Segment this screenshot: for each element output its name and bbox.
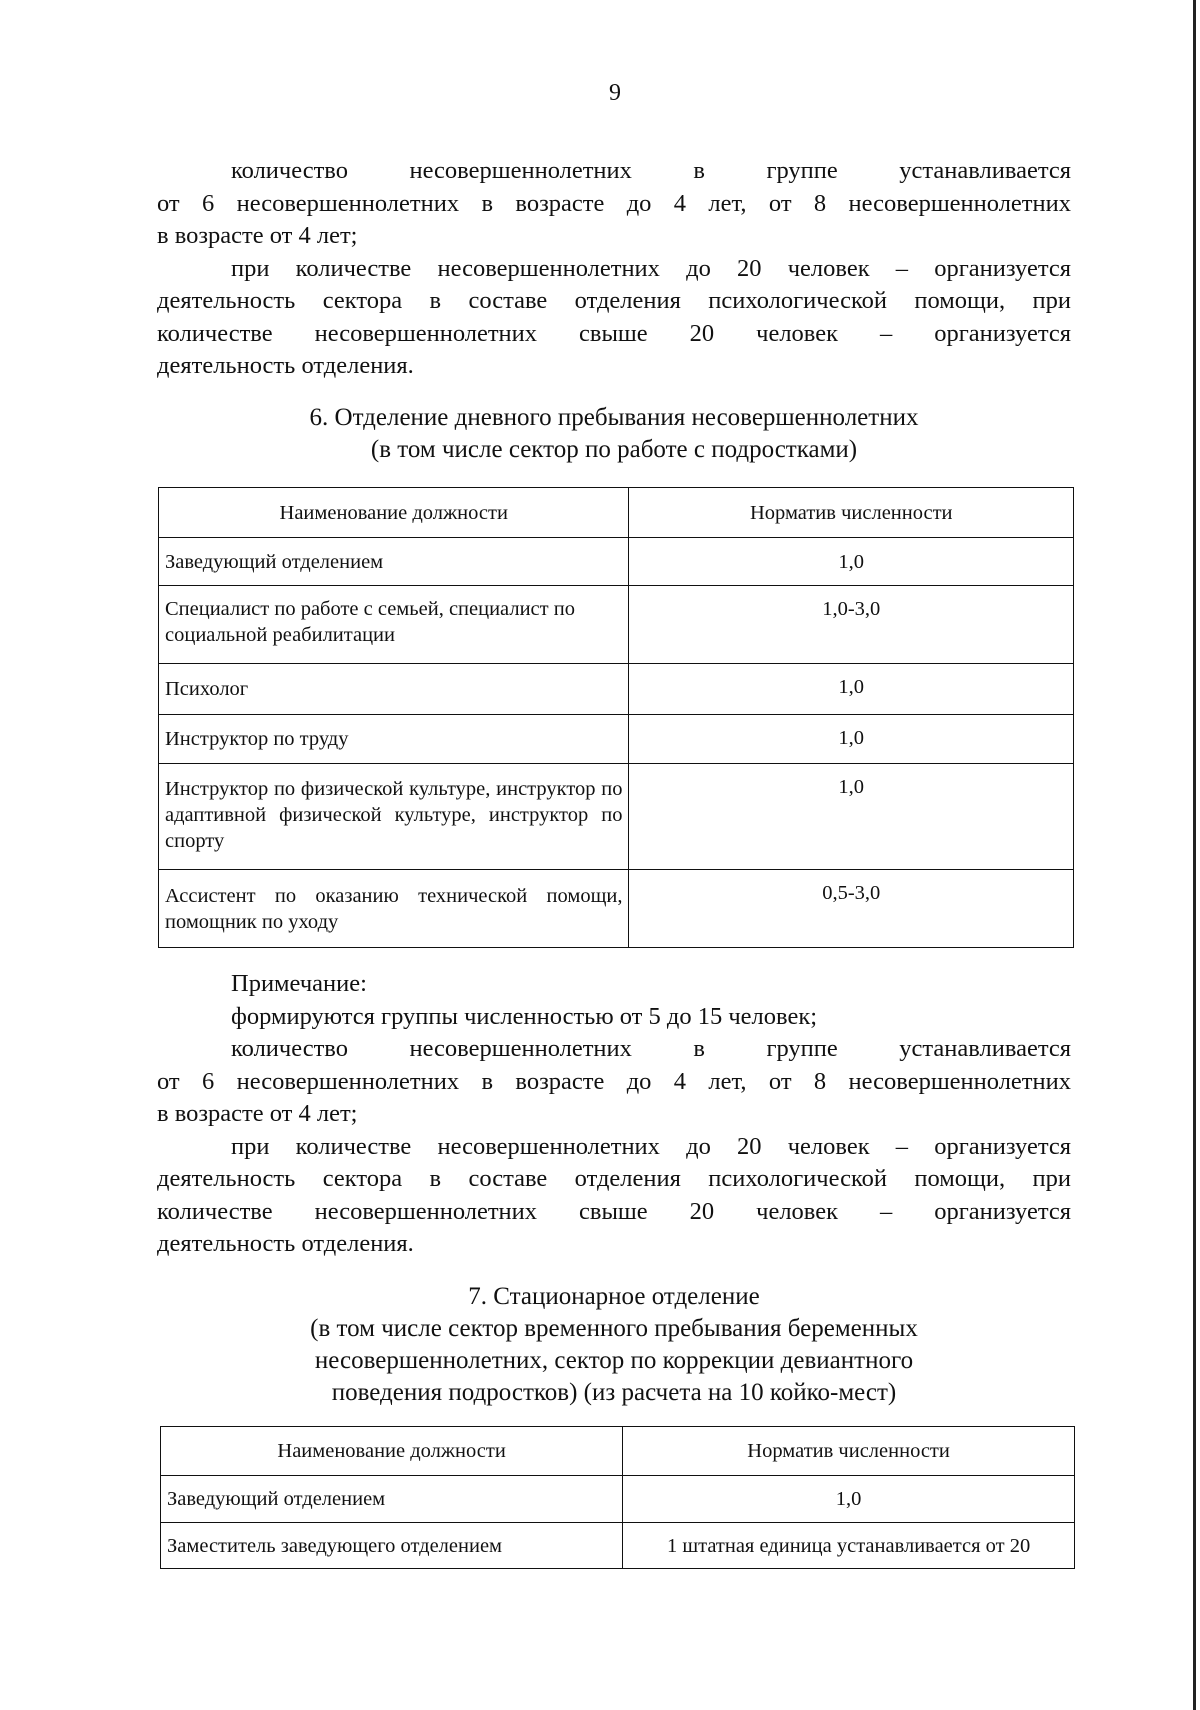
text-line: при количестве несовершеннолетних до 20 человек – организуется	[231, 1132, 1071, 1160]
column-header-norm: Норматив численности	[629, 488, 1074, 538]
section-7-title	[157, 1281, 1071, 1409]
note-paragraph-1: формируются группы численностью от 5 до 15 человек;	[231, 1002, 818, 1030]
section-title-line: (в том числе сектор временного пребывания беременных	[310, 1315, 918, 1342]
table-header-row	[161, 1427, 1075, 1476]
text-line: при количестве несовершеннолетних до 20 человек – организуется	[231, 254, 1071, 282]
table-row	[159, 764, 1074, 870]
position-cell: Ассистент по оказанию технической помощи, помощник по уходу	[159, 870, 629, 948]
column-header-position: Наименование должности	[161, 1427, 623, 1476]
text-line: количестве несовершеннолетних свыше 20 человек – организуется	[157, 319, 1071, 347]
section-title-line: несовершеннолетних, сектор по коррекции девиантного	[314, 1347, 914, 1374]
column-header-position: Наименование должности	[159, 488, 629, 538]
norm-cell: 1,0	[629, 715, 1074, 764]
norm-cell: 1,0	[623, 1476, 1075, 1523]
table-row	[161, 1476, 1075, 1523]
text-line: деятельность сектора в составе отделения психологической помощи, при	[157, 1165, 1071, 1192]
note-block	[157, 968, 1071, 1261]
section-6-table	[158, 487, 1074, 948]
section-title-line: (в том числе сектор по работе с подростками)	[370, 436, 858, 463]
note-label: Примечание:	[231, 970, 367, 997]
section-title-line: 7. Стационарное отделение	[468, 1283, 760, 1310]
top-text	[157, 155, 1071, 383]
text-line: в возрасте от 4 лет;	[157, 222, 358, 249]
section-title-line: поведения подростков) (из расчета на 10 койко-мест)	[331, 1379, 897, 1406]
norm-cell: 1 штатная единица устанавливается от 20	[623, 1523, 1075, 1569]
position-cell: Психолог	[159, 664, 629, 715]
section-7-table	[160, 1426, 1075, 1569]
table-header-row	[159, 488, 1074, 538]
section-title-line: 6. Отделение дневного пребывания несовершеннолетних	[309, 404, 919, 431]
norm-cell: 1,0	[629, 664, 1074, 715]
norm-cell: 1,0	[629, 764, 1074, 870]
text-line: от 6 несовершеннолетних в возрасте до 4 лет, от 8 несовершеннолетних	[157, 1067, 1071, 1095]
text-line: в возрасте от 4 лет;	[157, 1100, 358, 1127]
table-row	[159, 586, 1074, 664]
top-paragraph-2	[157, 253, 1071, 383]
table-row	[159, 538, 1074, 586]
top-paragraph-1	[157, 155, 1071, 253]
position-cell: Специалист по работе с семьей, специалист по социальной реабилитации	[159, 586, 629, 664]
text-line: количестве несовершеннолетних свыше 20 человек – организуется	[157, 1197, 1071, 1225]
table-row	[161, 1523, 1075, 1569]
text-line: количество несовершеннолетних в группе устанавливается	[231, 1035, 1071, 1062]
text-line: деятельность отделения.	[157, 352, 414, 379]
table-row	[159, 870, 1074, 948]
text-line: деятельность сектора в составе отделения психологической помощи, при	[157, 287, 1071, 314]
text-line: количество несовершеннолетних в группе устанавливается	[231, 157, 1071, 184]
position-cell: Заведующий отделением	[161, 1476, 623, 1523]
position-cell: Инструктор по труду	[159, 715, 629, 764]
text-line: деятельность отделения.	[157, 1230, 414, 1257]
text-line: от 6 несовершеннолетних в возрасте до 4 лет, от 8 несовершеннолетних	[157, 189, 1071, 217]
table-row	[159, 715, 1074, 764]
norm-cell: 1,0-3,0	[629, 586, 1074, 664]
position-cell: Заведующий отделением	[159, 538, 629, 586]
page-number: 9	[609, 80, 621, 106]
position-cell: Заместитель заведующего отделением	[161, 1523, 623, 1569]
column-header-norm: Норматив численности	[623, 1427, 1075, 1476]
note-paragraph-2	[157, 1033, 1071, 1131]
norm-cell: 0,5-3,0	[629, 870, 1074, 948]
section-6-title	[157, 402, 1071, 466]
table-row	[159, 664, 1074, 715]
note-paragraph-3	[157, 1131, 1071, 1261]
page-edge-line	[1193, 0, 1196, 1710]
position-cell: Инструктор по физической культуре, инструктор по адаптивной физической культуре, инструктор по спорту	[159, 764, 629, 870]
norm-cell: 1,0	[629, 538, 1074, 586]
